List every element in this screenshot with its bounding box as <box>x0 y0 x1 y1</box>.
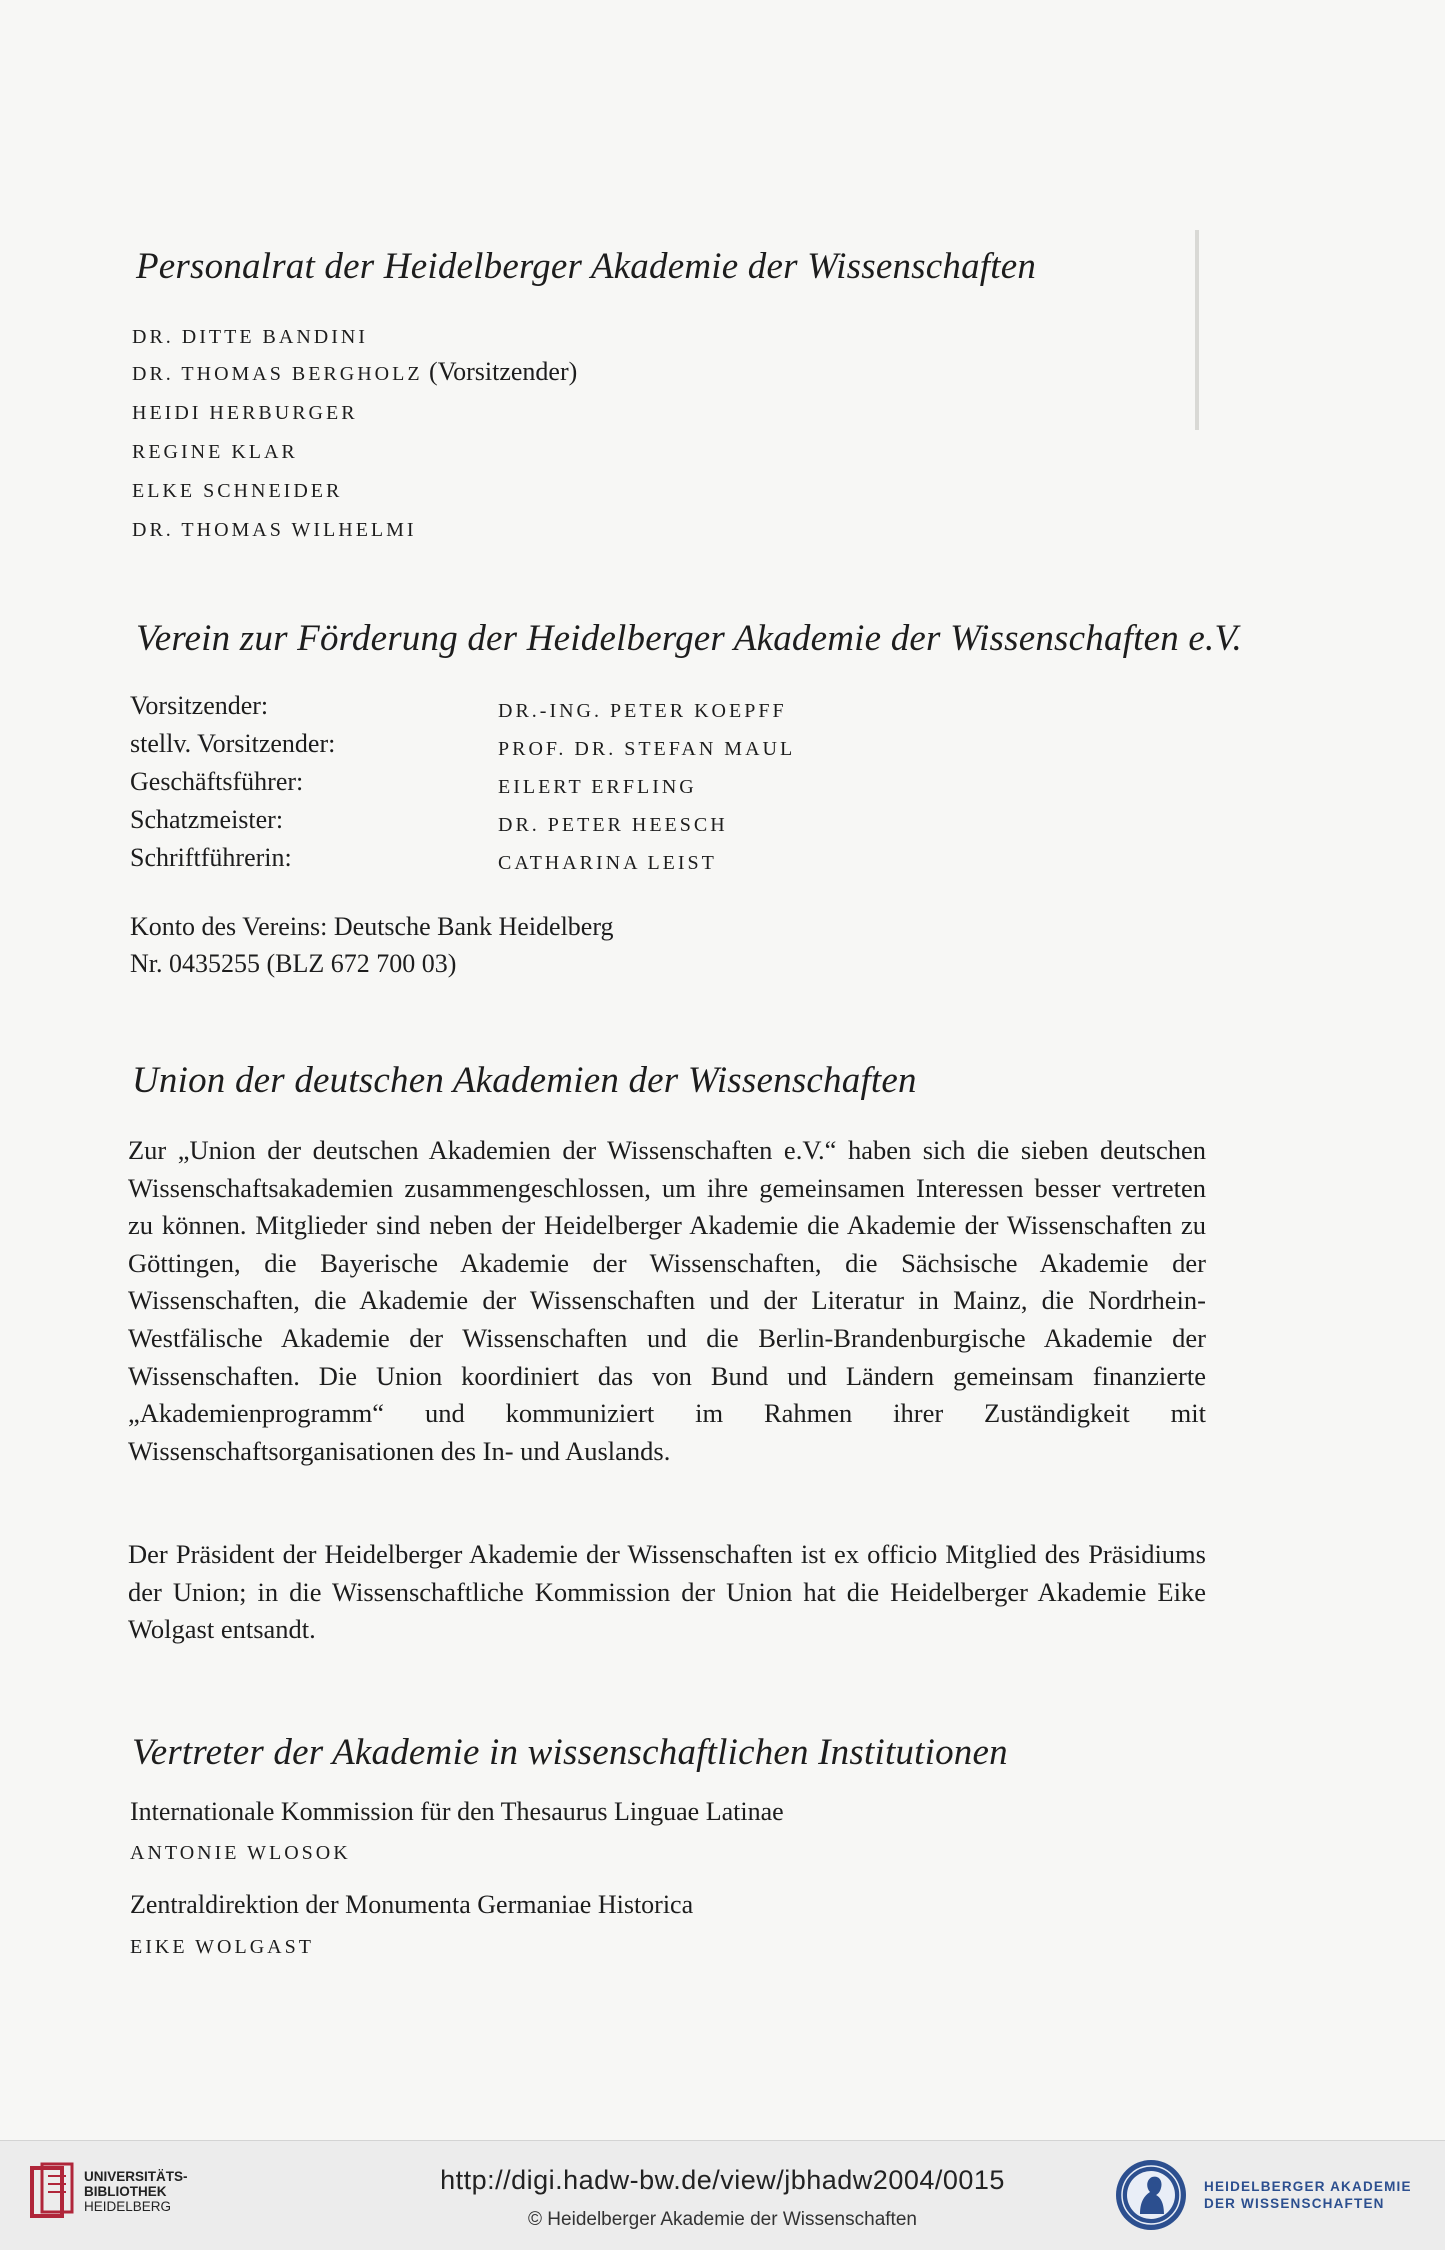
personalrat-member: DR. DITTE BANDINI <box>132 326 368 348</box>
verein-officer: PROF. DR. STEFAN MAUL <box>498 738 796 760</box>
personalrat-member: HEIDI HERBURGER <box>132 402 358 424</box>
vertreter-institution: Zentraldirektion der Monumenta Germaniae Historica <box>130 1890 694 1919</box>
verein-role: Geschäftsführer: <box>130 767 304 796</box>
verein-konto-number: Nr. 0435255 (BLZ 672 700 03) <box>130 949 457 978</box>
verein-role: stellv. Vorsitzender: <box>130 729 336 758</box>
verein-heading: Verein zur Förderung der Heidelberger Akademie der Wissenschaften e.V. <box>136 618 1242 659</box>
academy-seal-icon <box>1114 2158 1188 2232</box>
personalrat-member: ELKE SCHNEIDER <box>132 480 343 502</box>
permalink-url[interactable]: http://digi.hadw-bw.de/view/jbhadw2004/0015 <box>440 2165 1005 2195</box>
union-paragraph-1: Zur „Union der deutschen Akademien der Wissenschaften e.V.“ haben sich die sieben deutschen Wissenschaftsakademien zusammengeschlossen, um ihre gemeinsamen Interessen besser vertreten zu können. Mitglieder sind neben der Heidelberger Akademie die Akademie der Wissenschaften zu Göttingen, die Bayerische Akademie der Wissenschaften, die Sächsische Akademie der Wissenschaften, die Akademie der Wissenschaften und der Literatur in Mainz, die Nordrhein-Westfälische Akademie der Wissenschaften und die Berlin-Brandenburgische Akademie der Wissenschaften. Die Union koordiniert das von Bund und Ländern gemeinsam finanzierte „Akademienprogramm“ und kommuniziert im Rahmen ihrer Zuständigkeit mit Wissenschaftsorganisationen des In- und Auslands. <box>128 1135 1206 1466</box>
verein-role: Schriftführerin: <box>130 843 292 872</box>
verein-officer: EILERT ERFLING <box>498 776 697 798</box>
academy-name: HEIDELBERGER AKADEMIE DER WISSENSCHAFTEN <box>1204 2179 1412 2211</box>
verein-officer: DR.-ING. PETER KOEPFF <box>498 700 787 722</box>
personalrat-heading: Personalrat der Heidelberger Akademie der Wissenschaften <box>136 246 1037 287</box>
bleed-through-bar <box>1195 230 1199 430</box>
digitization-footer <box>0 2140 1445 2250</box>
vertreter-institution: Internationale Kommission für den Thesaurus Linguae Latinae <box>130 1797 784 1826</box>
verein-officer: CATHARINA LEIST <box>498 852 717 874</box>
vertreter-person: ANTONIE WLOSOK <box>130 1842 351 1864</box>
union-paragraph-2: Der Präsident der Heidelberger Akademie der Wissenschaften ist ex officio Mitglied des Präsidiums der Union; in die Wissenschaftliche Kommission der Union hat die Heidelberger Akademie Eike Wolgast entsandt. <box>128 1539 1206 1645</box>
personalrat-member: DR. THOMAS WILHELMI <box>132 519 417 541</box>
vertreter-person: EIKE WOLGAST <box>130 1936 314 1958</box>
vertreter-heading: Vertreter der Akademie in wissenschaftlichen Institutionen <box>132 1732 1008 1773</box>
verein-role: Vorsitzender: <box>130 691 269 720</box>
personalrat-member: DR. THOMAS BERGHOLZ (Vorsitzender) <box>132 357 578 386</box>
copyright-notice: © Heidelberger Akademie der Wissenschaften <box>528 2209 917 2230</box>
union-body-2 <box>128 1536 1206 1649</box>
university-library-name: UNIVERSITÄTS- BIBLIOTHEK HEIDELBERG <box>84 2169 188 2214</box>
verein-konto-line: Konto des Vereins: Deutsche Bank Heidelberg <box>130 912 614 941</box>
personalrat-member: REGINE KLAR <box>132 441 298 463</box>
union-body <box>128 1132 1206 1470</box>
union-heading: Union der deutschen Akademien der Wissenschaften <box>132 1060 917 1101</box>
verein-role: Schatzmeister: <box>130 805 284 834</box>
verein-officer: DR. PETER HEESCH <box>498 814 728 836</box>
